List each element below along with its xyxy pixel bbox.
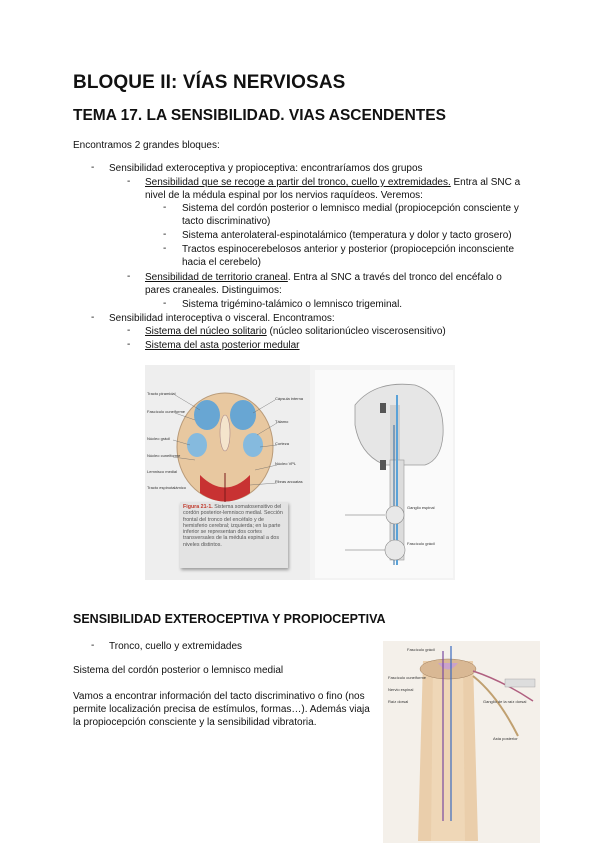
list-item-solitario (145, 325, 446, 338)
dash-bullet: - (127, 325, 131, 336)
figure-label: Tálamo (275, 419, 289, 424)
figure-label: Núcleo grácil (147, 436, 171, 441)
dash-bullet: - (91, 312, 95, 323)
list-item-espinocerebelosos: Tractos espinocerebelosos anterior y posterior (propiocepción inconsciente (182, 244, 515, 255)
underlined-term: Sistema del núcleo solitario (145, 326, 267, 337)
intro-text: Encontramos 2 grandes bloques: (73, 140, 220, 151)
dash-bullet: - (163, 202, 167, 213)
dash-bullet: - (127, 271, 131, 282)
list-text: hacia el cerebelo) (182, 257, 261, 268)
dash-bullet: - (127, 176, 131, 187)
list-item-trigemino: Sistema trigémino-talámico o lemnisco trigeminal. (182, 299, 403, 310)
figure-label: Ganglio de la raíz dorsal (483, 699, 527, 704)
underlined-term: Sensibilidad de territorio craneal (145, 272, 288, 283)
figure-spinal-cord (383, 641, 540, 843)
dash-bullet: - (163, 229, 167, 240)
figure-caption (180, 502, 288, 568)
list-item-anterolateral: Sistema anterolateral-espinotalámico (temperatura y dolor y tacto grosero) (182, 230, 512, 241)
dash-bullet: - (163, 243, 167, 254)
figure-label: Nervio espinal (388, 687, 414, 692)
caption-text: Sistema somatosensitivo del cordón posterior-lemnisco medial. Sección frontal del tronco del encéfalo y de hemisferio cerebral; izquierda; en la parte inferior se representan dos cortes transversales de la médula espinal a dos niveles distintos. (183, 504, 283, 548)
blue-nucleus (243, 433, 263, 457)
figure-label: Lemnisco medial (147, 469, 178, 474)
list-text: (núcleo solitarionúcleo viscerosensitivo) (266, 326, 446, 337)
list-text: tacto discriminativo) (182, 216, 271, 227)
figure-label: Núcleo VPL (275, 461, 297, 466)
paragraph-line: la propiocepción consciente y la sensibilidad vibratoria. (73, 717, 317, 728)
dash-bullet: - (91, 162, 95, 173)
dash-bullet: - (163, 298, 167, 309)
figure-label: Núcleo cuneiforme (147, 453, 181, 458)
figure-label: Fascículo cuneiforme (147, 409, 186, 414)
figure-label: Raíz dorsal (388, 699, 409, 704)
caption-label: Figura 21-1. (183, 504, 213, 510)
dash-bullet: - (127, 339, 131, 350)
blue-nucleus (230, 400, 256, 430)
list-text: . Entra al SNC a través del tronco del encéfalo o (287, 272, 502, 283)
spinal-cord-diagram (383, 641, 540, 843)
figure-label: Fibras arcuatas (275, 479, 303, 484)
section-heading: SENSIBILIDAD EXTEROCEPTIVA Y PROPIOCEPTIVA (73, 612, 386, 626)
list-text: Entra al SNC a (450, 177, 521, 188)
paragraph-line: permite localización precisa de estímulos, formas…). Además viaja (73, 704, 370, 715)
list-item-asta: Sistema del asta posterior medular (145, 340, 300, 351)
underlined-term: Sensibilidad que se recoge a partir del tronco, cuello y extremidades. (145, 177, 451, 188)
figure-label: Asta posterior (493, 736, 518, 741)
figure-label: Fascículo cuneiforme (388, 675, 427, 680)
dash-bullet: - (91, 640, 95, 651)
list-text: pares craneales. Distinguimos: (145, 285, 282, 296)
list-item-tronco (145, 176, 520, 189)
paragraph-line: Vamos a encontrar información del tacto discriminativo o fino (nos (73, 691, 365, 702)
blue-nucleus (194, 400, 220, 430)
subsection-title: Sistema del cordón posterior o lemnisco medial (73, 665, 284, 676)
list-item-lemnisco: Sistema del cordón posterior o lemnisco medial (propiocepción consciente y (182, 203, 519, 214)
figure-label: Fascículo grácil (407, 647, 435, 652)
topic-title: TEMA 17. LA SENSIBILIDAD. VIAS ASCENDENTES (73, 107, 446, 124)
list-item-tronco-cuello: Tronco, cuello y extremidades (109, 641, 243, 652)
figure-label: Cápsula interna (275, 396, 304, 401)
list-item-interoceptiva: Sensibilidad interoceptiva o visceral. Encontramos: (109, 313, 335, 324)
list-item-craneal (145, 271, 502, 284)
figure-label: Tracto espinotalámico (147, 485, 186, 490)
list-item-exteroceptiva: Sensibilidad exteroceptiva y propioceptiva: encontraríamos dos grupos (109, 163, 423, 174)
figure-label: Ganglio espinal (407, 505, 435, 510)
figure-label: Tracto piramidal (147, 391, 176, 396)
figure-label: Fascículo grácil (407, 541, 435, 546)
list-text: nivel de la médula espinal por los nervios raquídeos. Veremos: (145, 190, 423, 201)
figure-label: Corteza (275, 441, 290, 446)
page-title: BLOQUE II: VÍAS NERVIOSAS (73, 72, 346, 93)
